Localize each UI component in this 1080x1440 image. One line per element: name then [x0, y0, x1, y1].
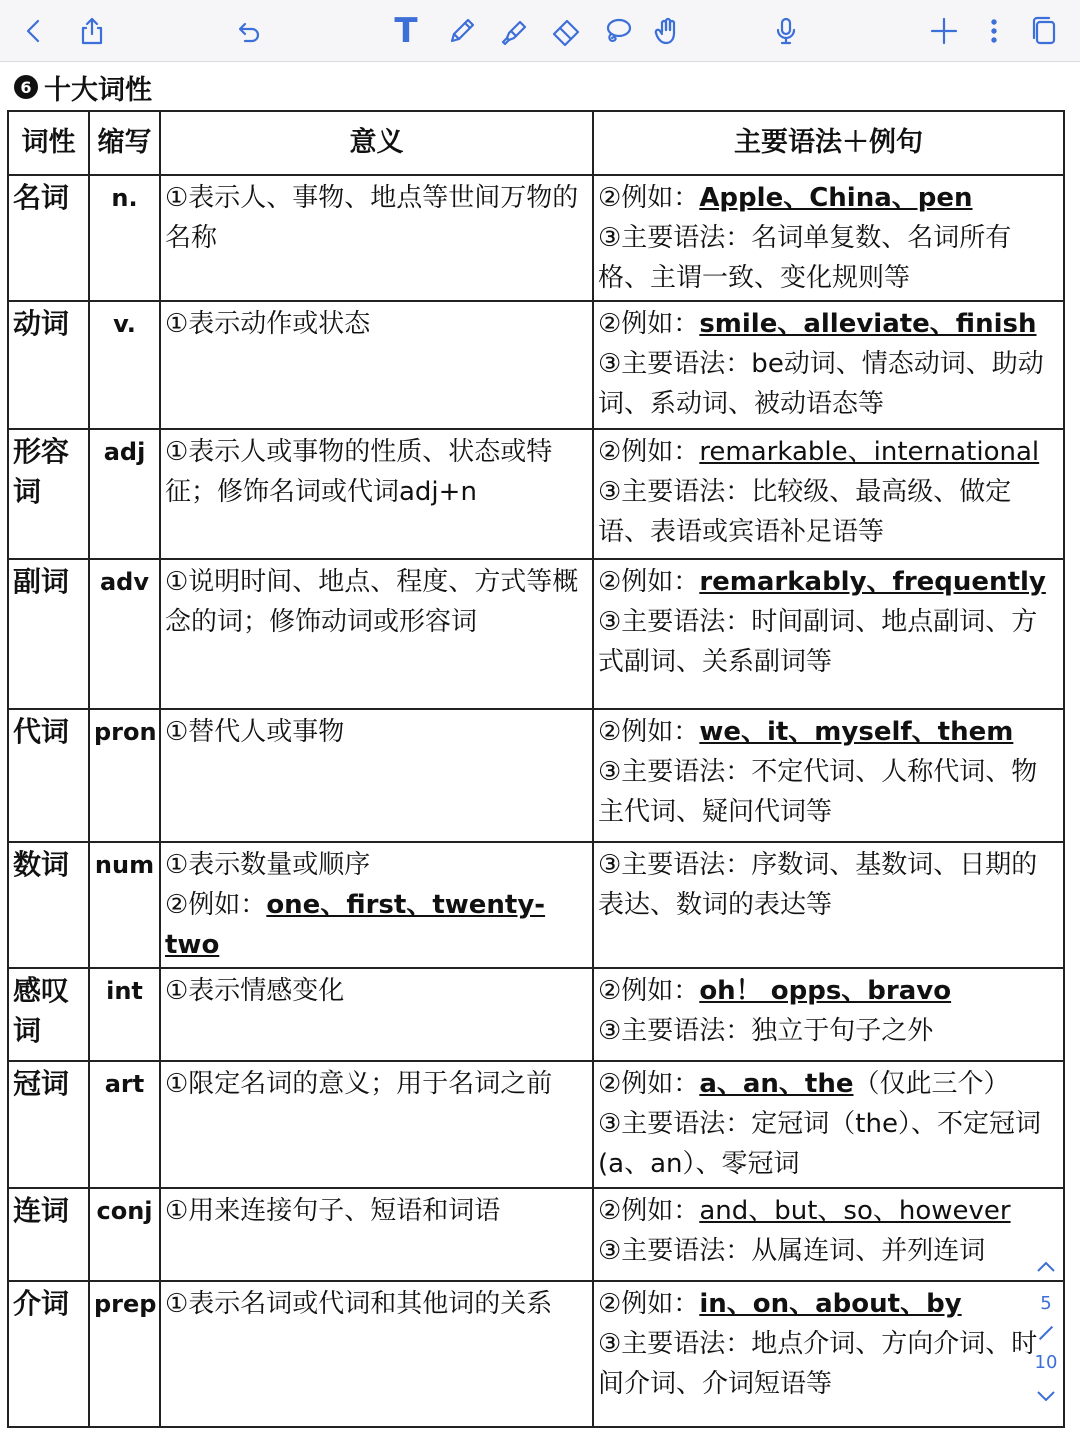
grammar-cell — [593, 301, 1064, 429]
meaning-cell — [160, 1281, 593, 1427]
grammar-cell — [593, 175, 1064, 301]
header-abbr: 缩写 — [89, 111, 160, 175]
abbr-cell: prep — [89, 1281, 160, 1427]
meaning-cell — [160, 1188, 593, 1281]
share-icon[interactable] — [72, 11, 112, 51]
example-line — [598, 562, 1059, 602]
meaning-cell — [160, 842, 593, 968]
parts-of-speech-table — [7, 110, 1065, 1428]
meaning-cell — [160, 429, 593, 559]
header-pos: 词性 — [8, 111, 89, 175]
add-icon[interactable] — [924, 11, 964, 51]
total-pages: 10 — [1034, 1351, 1058, 1373]
meaning-example-words: one、first、twenty-two — [165, 890, 546, 960]
table-header-row — [8, 111, 1064, 175]
grammar-text: ③主要语法：独立于句子之外 — [598, 1016, 934, 1046]
header-meaning: 意义 — [160, 111, 593, 175]
table-row — [8, 1061, 1064, 1188]
grammar-cell — [593, 559, 1064, 709]
meaning-cell — [160, 301, 593, 429]
grammar-cell — [593, 429, 1064, 559]
pos-cell: 数词 — [8, 842, 89, 968]
more-icon[interactable] — [974, 11, 1014, 51]
meaning-cell — [160, 968, 593, 1061]
example-line — [598, 1191, 1059, 1231]
example-words: remarkable、international — [699, 437, 1040, 467]
table-row — [8, 968, 1064, 1061]
hand-icon[interactable] — [648, 11, 688, 51]
example-prefix: ②例如： — [598, 437, 700, 467]
table-row — [8, 175, 1064, 301]
example-prefix: ②例如： — [598, 976, 700, 1006]
example-prefix: ②例如： — [598, 1069, 700, 1099]
example-line — [598, 712, 1059, 752]
example-words: smile、alleviate、finish — [699, 309, 1037, 339]
example-line — [598, 1284, 1059, 1324]
grammar-cell — [593, 709, 1064, 842]
undo-icon[interactable] — [228, 11, 268, 51]
abbr-cell: adv — [89, 559, 160, 709]
meaning-cell — [160, 559, 593, 709]
table-row — [8, 429, 1064, 559]
meaning-cell — [160, 709, 593, 842]
pos-cell: 名词 — [8, 175, 89, 301]
example-words: remarkably、frequently — [699, 567, 1046, 597]
meaning-text: ①用来连接句子、短语和词语 — [165, 1196, 501, 1226]
highlighter-icon[interactable] — [494, 11, 534, 51]
abbr-cell: adj — [89, 429, 160, 559]
pages-icon[interactable] — [1024, 11, 1064, 51]
abbr-cell: art — [89, 1061, 160, 1188]
text-tool-icon[interactable]: T — [394, 11, 418, 51]
table-row — [8, 559, 1064, 709]
meaning-text: ①说明时间、地点、程度、方式等概念的词；修饰动词或形容词 — [165, 567, 579, 637]
grammar-cell — [593, 1061, 1064, 1188]
abbr-cell: conj — [89, 1188, 160, 1281]
grammar-text: ③主要语法：从属连词、并列连词 — [598, 1236, 986, 1266]
example-line — [598, 432, 1059, 472]
toolbar — [0, 0, 1080, 62]
grammar-cell — [593, 842, 1064, 968]
page-navigator — [1026, 1258, 1066, 1408]
lasso-icon[interactable] — [598, 11, 638, 51]
title-number-badge: 6 — [14, 75, 38, 99]
pos-cell: 副词 — [8, 559, 89, 709]
grammar-cell — [593, 1281, 1064, 1427]
pos-cell: 连词 — [8, 1188, 89, 1281]
table-row — [8, 301, 1064, 429]
grammar-text: ③主要语法：定冠词（the）、不定冠词(a、an）、零冠词 — [598, 1109, 1041, 1179]
example-line — [598, 304, 1059, 344]
example-suffix: （仅此三个） — [853, 1069, 1010, 1099]
abbr-cell: n. — [89, 175, 160, 301]
meaning-cell — [160, 1061, 593, 1188]
grammar-text: ③主要语法：不定代词、人称代词、物主代词、疑问代词等 — [598, 757, 1038, 827]
page-up-icon[interactable] — [1035, 1258, 1057, 1279]
table-row — [8, 842, 1064, 968]
pen-icon[interactable] — [442, 11, 482, 51]
example-prefix: ②例如： — [598, 1289, 700, 1319]
example-words: a、an、the — [699, 1069, 854, 1099]
abbr-cell: int — [89, 968, 160, 1061]
abbr-cell: v. — [89, 301, 160, 429]
meaning-text: ①表示人、事物、地点等世间万物的名称 — [165, 183, 579, 253]
grammar-cell — [593, 968, 1064, 1061]
page-separator — [1039, 1326, 1053, 1340]
meaning-text: ①表示动作或状态 — [165, 309, 371, 339]
example-words: in、on、about、by — [699, 1289, 962, 1319]
abbr-cell: pron — [89, 709, 160, 842]
meaning-text: ①表示情感变化 — [165, 976, 345, 1006]
meaning-text: ①限定名词的意义；用于名词之前 — [165, 1069, 553, 1099]
example-words: and、but、so、however — [699, 1196, 1011, 1226]
example-line — [598, 971, 1059, 1011]
pos-cell: 动词 — [8, 301, 89, 429]
grammar-text: ③主要语法：时间副词、地点副词、方式副词、关系副词等 — [598, 607, 1038, 677]
pos-cell: 形容词 — [8, 429, 89, 559]
grammar-text: ③主要语法：名词单复数、名词所有格、主谓一致、变化规则等 — [598, 223, 1012, 293]
grammar-text: ③主要语法：地点介词、方向介词、时间介词、介词短语等 — [598, 1329, 1038, 1399]
title-text: 十大词性 — [44, 74, 152, 106]
pos-cell: 代词 — [8, 709, 89, 842]
grammar-text: ③主要语法：be动词、情态动词、助动词、系动词、被动语态等 — [598, 349, 1044, 419]
pos-cell: 冠词 — [8, 1061, 89, 1188]
example-prefix: ②例如： — [598, 567, 700, 597]
page-down-icon[interactable] — [1035, 1387, 1057, 1408]
meaning-text: ①表示人或事物的性质、状态或特征；修饰名词或代词adj+n — [165, 437, 553, 507]
table-body — [8, 175, 1064, 1427]
eraser-icon[interactable] — [546, 11, 586, 51]
example-line — [598, 178, 1059, 218]
grammar-text: ③主要语法：比较级、最高级、做定语、表语或宾语补足语等 — [598, 477, 1012, 547]
grammar-cell — [593, 1188, 1064, 1281]
example-words: oh！ opps、bravo — [699, 976, 952, 1006]
page-title — [14, 68, 152, 106]
example-line — [598, 1064, 1059, 1104]
grammar-text: ③主要语法：序数词、基数词、日期的表达、数词的表达等 — [598, 850, 1038, 920]
meaning-text: ①表示名词或代词和其他词的关系 — [165, 1289, 553, 1319]
pos-cell: 介词 — [8, 1281, 89, 1427]
microphone-icon[interactable] — [766, 11, 806, 51]
example-words: Apple、China、pen — [699, 183, 973, 213]
meaning-text: ①表示数量或顺序 — [165, 850, 371, 880]
meaning-example-line — [165, 885, 588, 965]
example-words: we、it、myself、them — [699, 717, 1014, 747]
example-prefix: ②例如： — [598, 309, 700, 339]
back-icon[interactable] — [14, 11, 54, 51]
meaning-cell — [160, 175, 593, 301]
example-prefix: ②例如： — [598, 1196, 700, 1226]
meaning-example-prefix: ②例如： — [165, 890, 267, 920]
example-prefix: ②例如： — [598, 183, 700, 213]
meaning-text: ①替代人或事物 — [165, 717, 345, 747]
table-row — [8, 709, 1064, 842]
example-prefix: ②例如： — [598, 717, 700, 747]
header-grammar: 主要语法＋例句 — [593, 111, 1064, 175]
table-row — [8, 1188, 1064, 1281]
pos-cell: 感叹词 — [8, 968, 89, 1061]
abbr-cell: num — [89, 842, 160, 968]
current-page: 5 — [1040, 1292, 1052, 1314]
table-row — [8, 1281, 1064, 1427]
